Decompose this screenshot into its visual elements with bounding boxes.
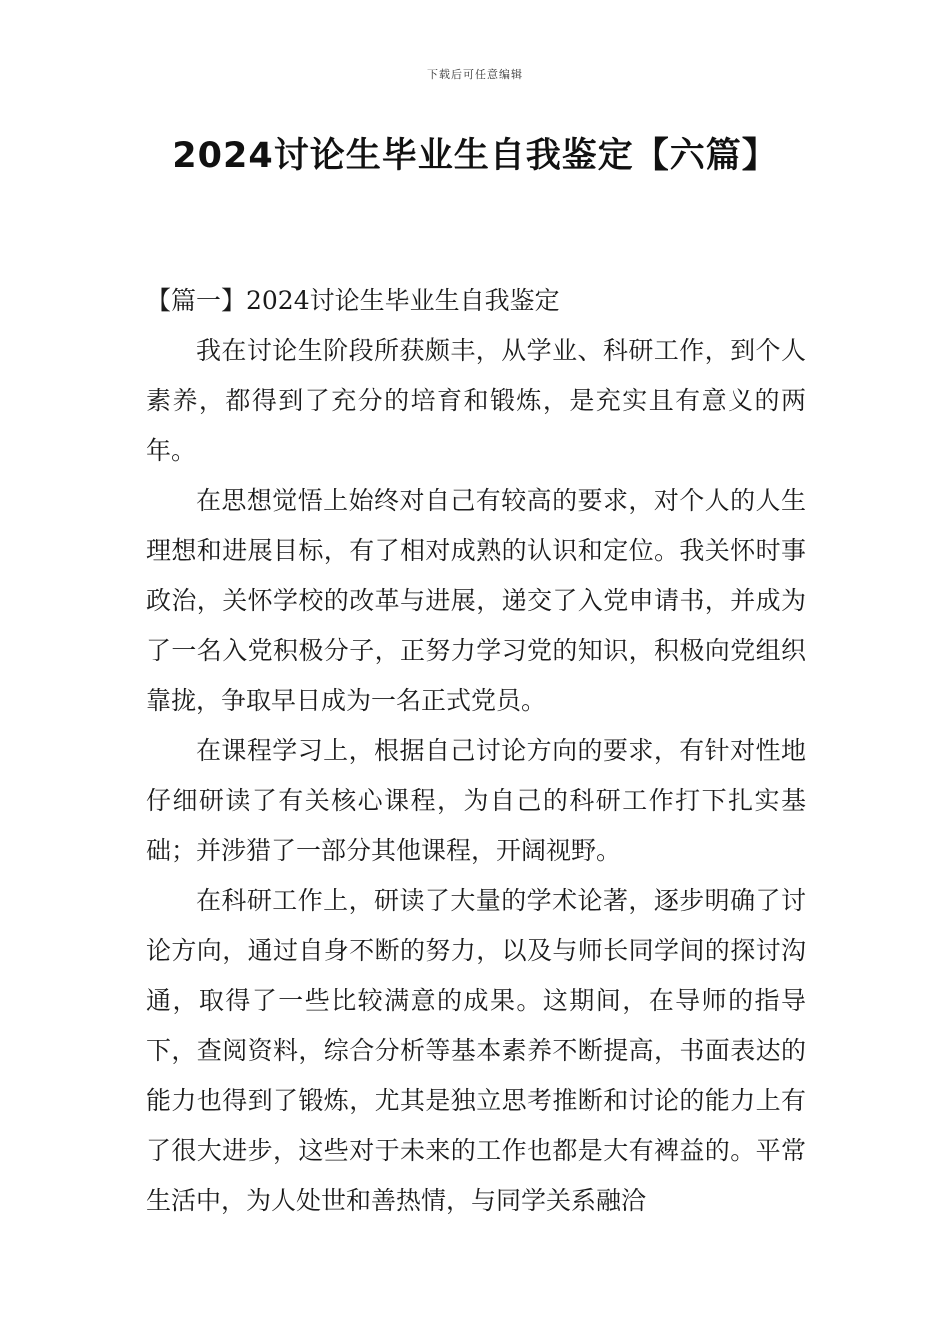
paragraph-2: 在思想觉悟上始终对自己有较高的要求，对个人的人生理想和进展目标，有了相对成熟的认识和定位。我关怀时事政治，关怀学校的改革与进展，递交了入党申请书，并成为了一名入党积极分子，正努力学习党的知识，积极向党组织靠拢，争取早日成为一名正式党员。 <box>146 486 806 715</box>
section-heading: 【篇一】2024讨论生毕业生自我鉴定 <box>146 286 560 315</box>
paragraph-1: 我在讨论生阶段所获颇丰，从学业、科研工作，到个人素养，都得到了充分的培育和锻炼，是充实且有意义的两年。 <box>146 336 806 465</box>
header-note: 下载后可任意编辑 <box>427 68 523 81</box>
document-title: 2024讨论生毕业生自我鉴定【六篇】 <box>172 136 778 176</box>
paragraph-4: 在科研工作上，研读了大量的学术论著，逐步明确了讨论方向，通过自身不断的努力，以及与师长同学间的探讨沟通，取得了一些比较满意的成果。这期间，在导师的指导下，查阅资料，综合分析等基本素养不断提高，书面表达的能力也得到了锻炼，尤其是独立思考推断和讨论的能力上有了很大进步，这些对于未来的工作也都是大有裨益的。平常生活中，为人处世和善热情，与同学关系融洽 <box>146 886 806 1215</box>
paragraph-3: 在课程学习上，根据自己讨论方向的要求，有针对性地仔细研读了有关核心课程，为自己的科研工作打下扎实基础；并涉猎了一部分其他课程，开阔视野。 <box>146 736 806 865</box>
document-body <box>146 276 806 1226</box>
